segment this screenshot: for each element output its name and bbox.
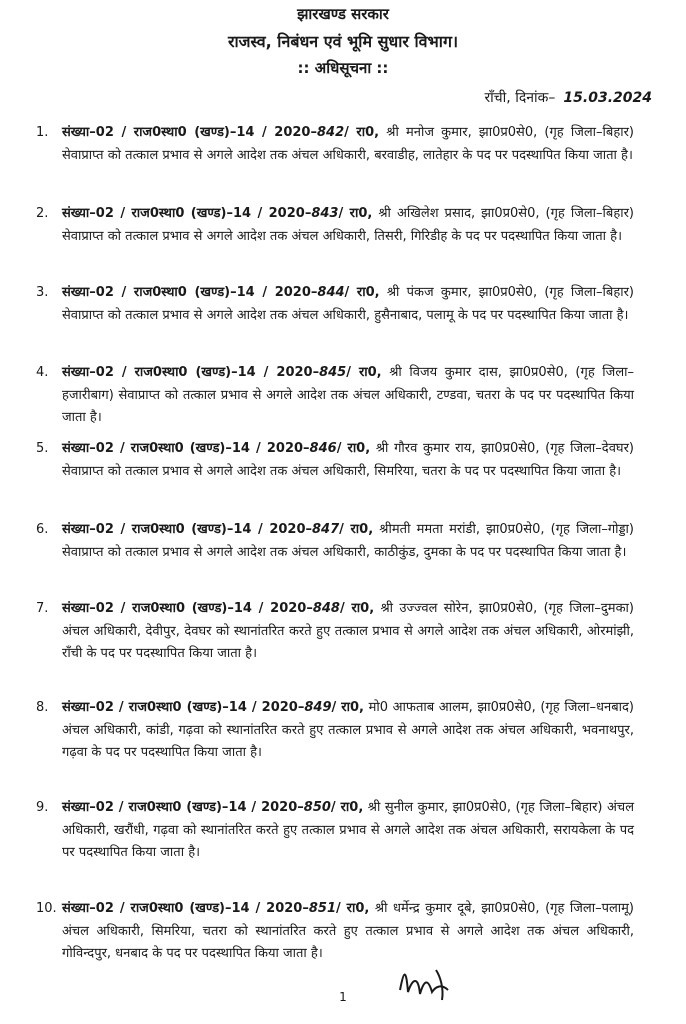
order-text: श्री सुनील कुमार, झा0प्र0से0, (गृह जिला–बिहार) अंचल अधिकारी, खरौंधी, गढ़वा को स्थानांतरित करते हुए तत्काल प्रभाव से अगले आदेश तक अंचल अधिकारी, सरायकेला के पद पर पदस्थापित किया जाता है। — [62, 800, 635, 860]
order-item — [36, 797, 635, 865]
order-reference-tail: / रा0, — [338, 206, 373, 221]
order-item — [36, 362, 634, 430]
order-text: श्री विजय कुमार दास, झा0प्र0से0, (गृह जिला–हजारीबाग) सेवाप्राप्त को तत्काल प्रभाव से अगले आदेश तक अंचल अधिकारी, टण्डवा, चतरा के पद पर पदस्थापित किया जाता है। — [62, 365, 634, 425]
order-file-number: 842 — [316, 125, 345, 140]
order-number: 4. — [36, 365, 49, 380]
order-item — [36, 898, 635, 966]
order-number: 5. — [36, 441, 49, 456]
order-reference-tail: / रा0, — [330, 800, 364, 815]
issue-date: 15.03.2024 — [563, 90, 652, 106]
order-file-number: 843 — [311, 206, 339, 221]
order-file-number: 850 — [303, 800, 331, 815]
order-file-number: 847 — [312, 522, 340, 537]
order-reference-tail: / रा0, — [344, 125, 380, 140]
order-file-number: 848 — [312, 601, 340, 616]
order-number: 2. — [36, 206, 49, 221]
order-reference-tail: / रा0, — [346, 365, 382, 380]
order-reference: संख्या–02 / राज0स्था0 (खण्ड)–14 / 2020– — [62, 285, 318, 300]
order-reference-tail: / रा0, — [339, 522, 374, 537]
order-text: श्रीमती ममता मरांडी, झा0प्र0से0, (गृह जिला–गोड्डा) सेवाप्राप्त को तत्काल प्रभाव से अगले आदेश तक अंचल अधिकारी, काठीकुंड, दुमका के पद पर पदस्थापित किया जाता है। — [62, 522, 634, 560]
order-number: 1. — [36, 125, 49, 140]
order-text: श्री पंकज कुमार, झा0प्र0से0, (गृह जिला–बिहार) सेवाप्राप्त को तत्काल प्रभाव से अगले आदेश तक अंचल अधिकारी, हुसैनाबाद, पलामू के पद पर पदस्थापित किया जाता है। — [62, 285, 635, 323]
order-number: 3. — [36, 285, 49, 300]
order-reference-tail: / रा0, — [336, 901, 370, 916]
order-reference: संख्या–02 / राज0स्था0 (खण्ड)–14 / 2020– — [62, 522, 313, 537]
order-reference: संख्या–02 / राज0स्था0 (खण्ड)–14 / 2020– — [62, 601, 313, 616]
place-date-line — [484, 88, 652, 107]
order-file-number: 845 — [319, 365, 347, 380]
order-reference-tail: / रा0, — [331, 700, 364, 715]
order-text: श्री धर्मेन्द्र कुमार दूबे, झा0प्र0से0, (गृह जिला–पलामू) अंचल अधिकारी, सिमरिया, चतरा को स्थानांतरित करते हुए तत्काल प्रभाव से अगले आदेश तक अंचल अधिकारी, गोविन्दपुर, धनबाद के पद पर पदस्थापित किया जाता है। — [62, 901, 635, 961]
order-text: श्री उज्ज्वल सोरेन, झा0प्र0से0, (गृह जिला–दुमका) अंचल अधिकारी, देवीपुर, देवघर को स्थानांतरित करते हुए तत्काल प्रभाव से अगले आदेश तक अंचल अधिकारी, ओरमांझी, राँची के पद पर पदस्थापित किया जाता है। — [62, 601, 634, 661]
order-item — [36, 282, 635, 327]
order-file-number: 851 — [308, 901, 336, 916]
order-number: 9. — [36, 800, 49, 815]
order-number: 8. — [36, 700, 49, 715]
order-reference-tail: / रा0, — [344, 285, 380, 300]
order-reference: संख्या–02 / राज0स्था0 (खण्ड)–14 / 2020– — [62, 125, 317, 140]
order-reference: संख्या–02 / राज0स्था0 (खण्ड)–14 / 2020– — [62, 206, 312, 221]
order-reference: संख्या–02 / राज0स्था0 (खण्ड)–14 / 2020– — [62, 700, 305, 715]
order-reference-tail: / रा0, — [336, 441, 371, 456]
order-text: श्री मनोज कुमार, झा0प्र0से0, (गृह जिला–बिहार) सेवाप्राप्त को तत्काल प्रभाव से अगले आदेश तक अंचल अधिकारी, बरवाडीह, लातेहार के पद पर पदस्थापित किया जाता है। — [62, 125, 634, 163]
order-item — [36, 519, 634, 564]
order-text: श्री अखिलेश प्रसाद, झा0प्र0से0, (गृह जिला–बिहार) सेवाप्राप्त को तत्काल प्रभाव से अगले आदेश तक अंचल अधिकारी, तिसरी, गिरिडीह के पद पर पदस्थापित किया जाता है। — [62, 206, 634, 244]
order-item — [36, 598, 634, 666]
government-heading: झारखण्ड सरकार — [297, 5, 389, 23]
page-number: 1 — [339, 990, 347, 1004]
order-text: श्री गौरव कुमार राय, झा0प्र0से0, (गृह जिला–देवघर) सेवाप्राप्त को तत्काल प्रभाव से अगले आदेश तक अंचल अधिकारी, सिमरिया, चतरा के पद पर पदस्थापित किया जाता है। — [62, 441, 635, 479]
order-item — [36, 122, 634, 167]
order-reference-tail: / रा0, — [339, 601, 375, 616]
order-file-number: 844 — [317, 285, 345, 300]
order-file-number: 846 — [309, 441, 337, 456]
order-number: 6. — [36, 522, 49, 537]
place-label: राँची, दिनांक– — [484, 90, 556, 106]
order-file-number: 849 — [304, 700, 332, 715]
order-reference: संख्या–02 / राज0स्था0 (खण्ड)–14 / 2020– — [62, 800, 304, 815]
order-item — [36, 697, 634, 765]
order-item — [36, 203, 634, 248]
order-item — [36, 438, 635, 483]
order-number: 10. — [36, 901, 57, 916]
order-reference: संख्या–02 / राज0स्था0 (खण्ड)–14 / 2020– — [62, 441, 310, 456]
order-text: मो0 आफताब आलम, झा0प्र0से0, (गृह जिला–धनबाद) अंचल अधिकारी, कांडी, गढ़वा को स्थानांतरित करते हुए तत्काल प्रभाव से अगले आदेश तक अंचल अधिकारी, भवनाथपुर, गढ़वा के पद पर पदस्थापित किया जाता है। — [62, 700, 634, 760]
notification-title: :: अधिसूचना :: — [297, 59, 389, 77]
order-number: 7. — [36, 601, 49, 616]
department-heading: राजस्व, निबंधन एवं भूमि सुधार विभाग। — [227, 32, 459, 51]
order-reference: संख्या–02 / राज0स्था0 (खण्ड)–14 / 2020– — [62, 901, 309, 916]
order-reference: संख्या–02 / राज0स्था0 (खण्ड)–14 / 2020– — [62, 365, 320, 380]
